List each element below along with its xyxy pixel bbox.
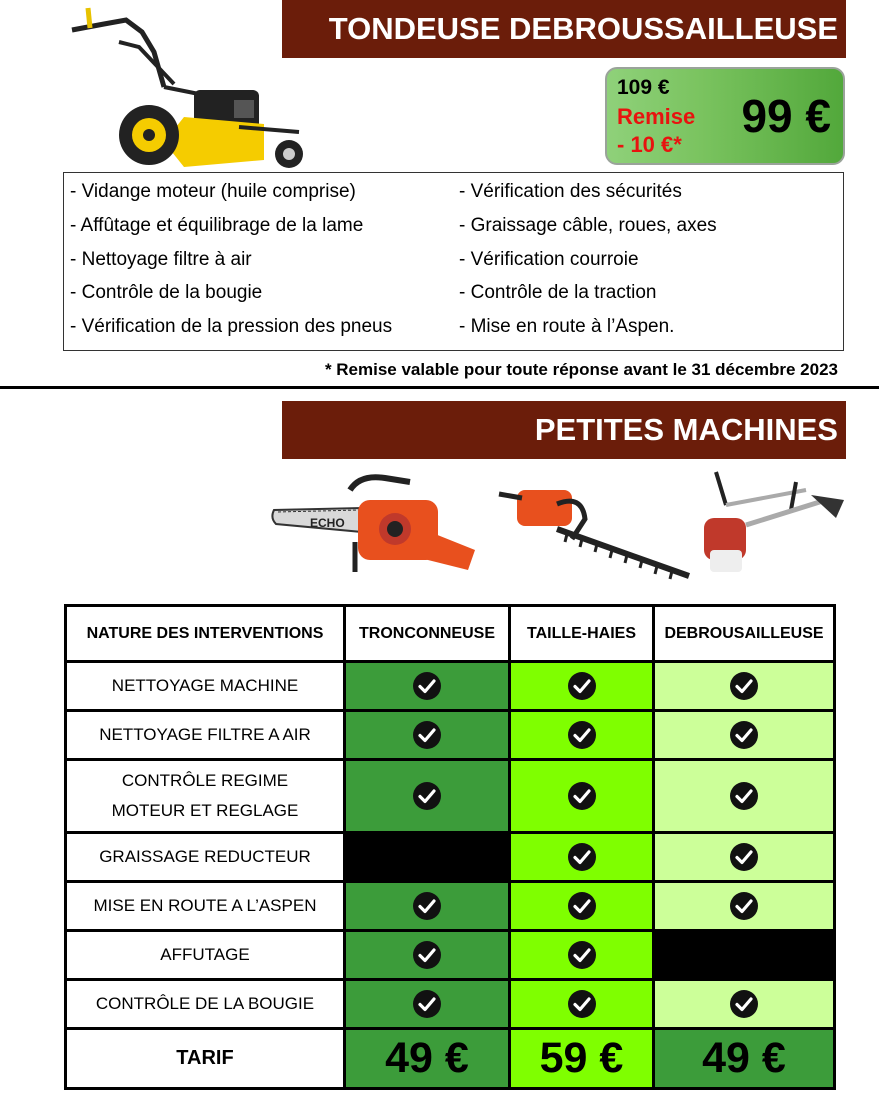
service-item: - Nettoyage filtre à air bbox=[70, 249, 252, 270]
check-circle-icon bbox=[567, 671, 597, 701]
section-divider bbox=[0, 386, 879, 389]
table-row bbox=[66, 882, 835, 931]
row-label: GRAISSAGE REDUCTEUR bbox=[66, 833, 345, 882]
check-circle-icon bbox=[412, 891, 442, 921]
row-label: AFFUTAGE bbox=[66, 931, 345, 980]
row-label: NETTOYAGE FILTRE A AIR bbox=[66, 711, 345, 760]
table-row bbox=[66, 662, 835, 711]
cell-hedge-trimmer bbox=[510, 760, 654, 833]
table-row bbox=[66, 833, 835, 882]
brush-cutter-image bbox=[696, 470, 846, 580]
check-circle-icon bbox=[729, 720, 759, 750]
service-item: - Mise en route à l’Aspen. bbox=[459, 316, 675, 337]
small-machines-title: PETITES MACHINES bbox=[282, 401, 846, 459]
cell-hedge-trimmer bbox=[510, 662, 654, 711]
service-item: - Graissage câble, roues, axes bbox=[459, 215, 717, 236]
services-price-table bbox=[64, 604, 836, 1090]
cell-brush-cutter bbox=[654, 882, 835, 931]
service-item: - Vérification de la pression des pneus bbox=[70, 316, 393, 337]
cell-hedge-trimmer bbox=[510, 833, 654, 882]
check-circle-icon bbox=[412, 781, 442, 811]
check-circle-icon bbox=[412, 671, 442, 701]
cell-chainsaw bbox=[345, 931, 510, 980]
old-price: 109 € bbox=[617, 76, 670, 99]
cell-hedge-trimmer bbox=[510, 980, 654, 1029]
discount-amount: - 10 €* bbox=[617, 132, 682, 157]
price-brush-cutter: 49 € bbox=[654, 1029, 835, 1089]
new-price: 99 € bbox=[741, 90, 831, 142]
row-label: NETTOYAGE MACHINE bbox=[66, 662, 345, 711]
tarif-row bbox=[66, 1029, 835, 1089]
cell-brush-cutter bbox=[654, 760, 835, 833]
price-box bbox=[605, 67, 845, 165]
check-circle-icon bbox=[567, 891, 597, 921]
tarif-label: TARIF bbox=[66, 1029, 345, 1089]
service-item: - Contrôle de la traction bbox=[459, 282, 657, 303]
check-circle-icon bbox=[729, 989, 759, 1019]
check-circle-icon bbox=[567, 720, 597, 750]
table-row bbox=[66, 980, 835, 1029]
service-item: - Contrôle de la bougie bbox=[70, 282, 263, 303]
brush-mower-image bbox=[64, 2, 314, 177]
row-label: CONTRÔLE DE LA BOUGIE bbox=[66, 980, 345, 1029]
cell-chainsaw bbox=[345, 711, 510, 760]
check-circle-icon bbox=[567, 842, 597, 872]
table-row bbox=[66, 760, 835, 833]
row-label: CONTRÔLE REGIME MOTEUR ET REGLAGE bbox=[66, 760, 345, 833]
header-hedge-trimmer: TAILLE-HAIES bbox=[510, 606, 654, 662]
service-item: - Vérification courroie bbox=[459, 249, 639, 270]
check-circle-icon bbox=[567, 989, 597, 1019]
row-label: MISE EN ROUTE A L’ASPEN bbox=[66, 882, 345, 931]
cell-brush-cutter bbox=[654, 833, 835, 882]
cell-hedge-trimmer bbox=[510, 931, 654, 980]
check-circle-icon bbox=[729, 842, 759, 872]
cell-hedge-trimmer bbox=[510, 711, 654, 760]
table-row bbox=[66, 931, 835, 980]
cell-brush-cutter-not-applicable bbox=[654, 931, 835, 980]
cell-chainsaw bbox=[345, 882, 510, 931]
cell-chainsaw bbox=[345, 662, 510, 711]
check-circle-icon bbox=[567, 940, 597, 970]
chainsaw-brand-label: ECHO bbox=[310, 516, 345, 530]
cell-brush-cutter bbox=[654, 711, 835, 760]
hedge-trimmer-image bbox=[497, 484, 693, 584]
table-header-row bbox=[66, 606, 835, 662]
services-box bbox=[63, 172, 844, 351]
service-item: - Vidange moteur (huile comprise) bbox=[70, 181, 356, 202]
header-chainsaw: TRONCONNEUSE bbox=[345, 606, 510, 662]
discount-footnote: * Remise valable pour toute réponse avant le 31 décembre 2023 bbox=[324, 360, 838, 379]
cell-hedge-trimmer bbox=[510, 882, 654, 931]
cell-brush-cutter bbox=[654, 662, 835, 711]
chainsaw-image bbox=[270, 472, 482, 578]
service-item: - Vérification des sécurités bbox=[459, 181, 682, 202]
cell-chainsaw-not-applicable bbox=[345, 833, 510, 882]
check-circle-icon bbox=[412, 989, 442, 1019]
header-nature: NATURE DES INTERVENTIONS bbox=[66, 606, 345, 662]
check-circle-icon bbox=[412, 720, 442, 750]
cell-brush-cutter bbox=[654, 980, 835, 1029]
header-brush-cutter: DEBROUSAILLEUSE bbox=[654, 606, 835, 662]
price-hedge-trimmer: 59 € bbox=[510, 1029, 654, 1089]
price-chainsaw: 49 € bbox=[345, 1029, 510, 1089]
cell-chainsaw bbox=[345, 980, 510, 1029]
check-circle-icon bbox=[412, 940, 442, 970]
check-circle-icon bbox=[567, 781, 597, 811]
service-item: - Affûtage et équilibrage de la lame bbox=[70, 215, 364, 236]
cell-chainsaw bbox=[345, 760, 510, 833]
check-circle-icon bbox=[729, 671, 759, 701]
discount-label: Remise bbox=[617, 104, 696, 129]
check-circle-icon bbox=[729, 891, 759, 921]
table-row bbox=[66, 711, 835, 760]
mower-section-title: TONDEUSE DEBROUSSAILLEUSE bbox=[282, 0, 846, 58]
check-circle-icon bbox=[729, 781, 759, 811]
